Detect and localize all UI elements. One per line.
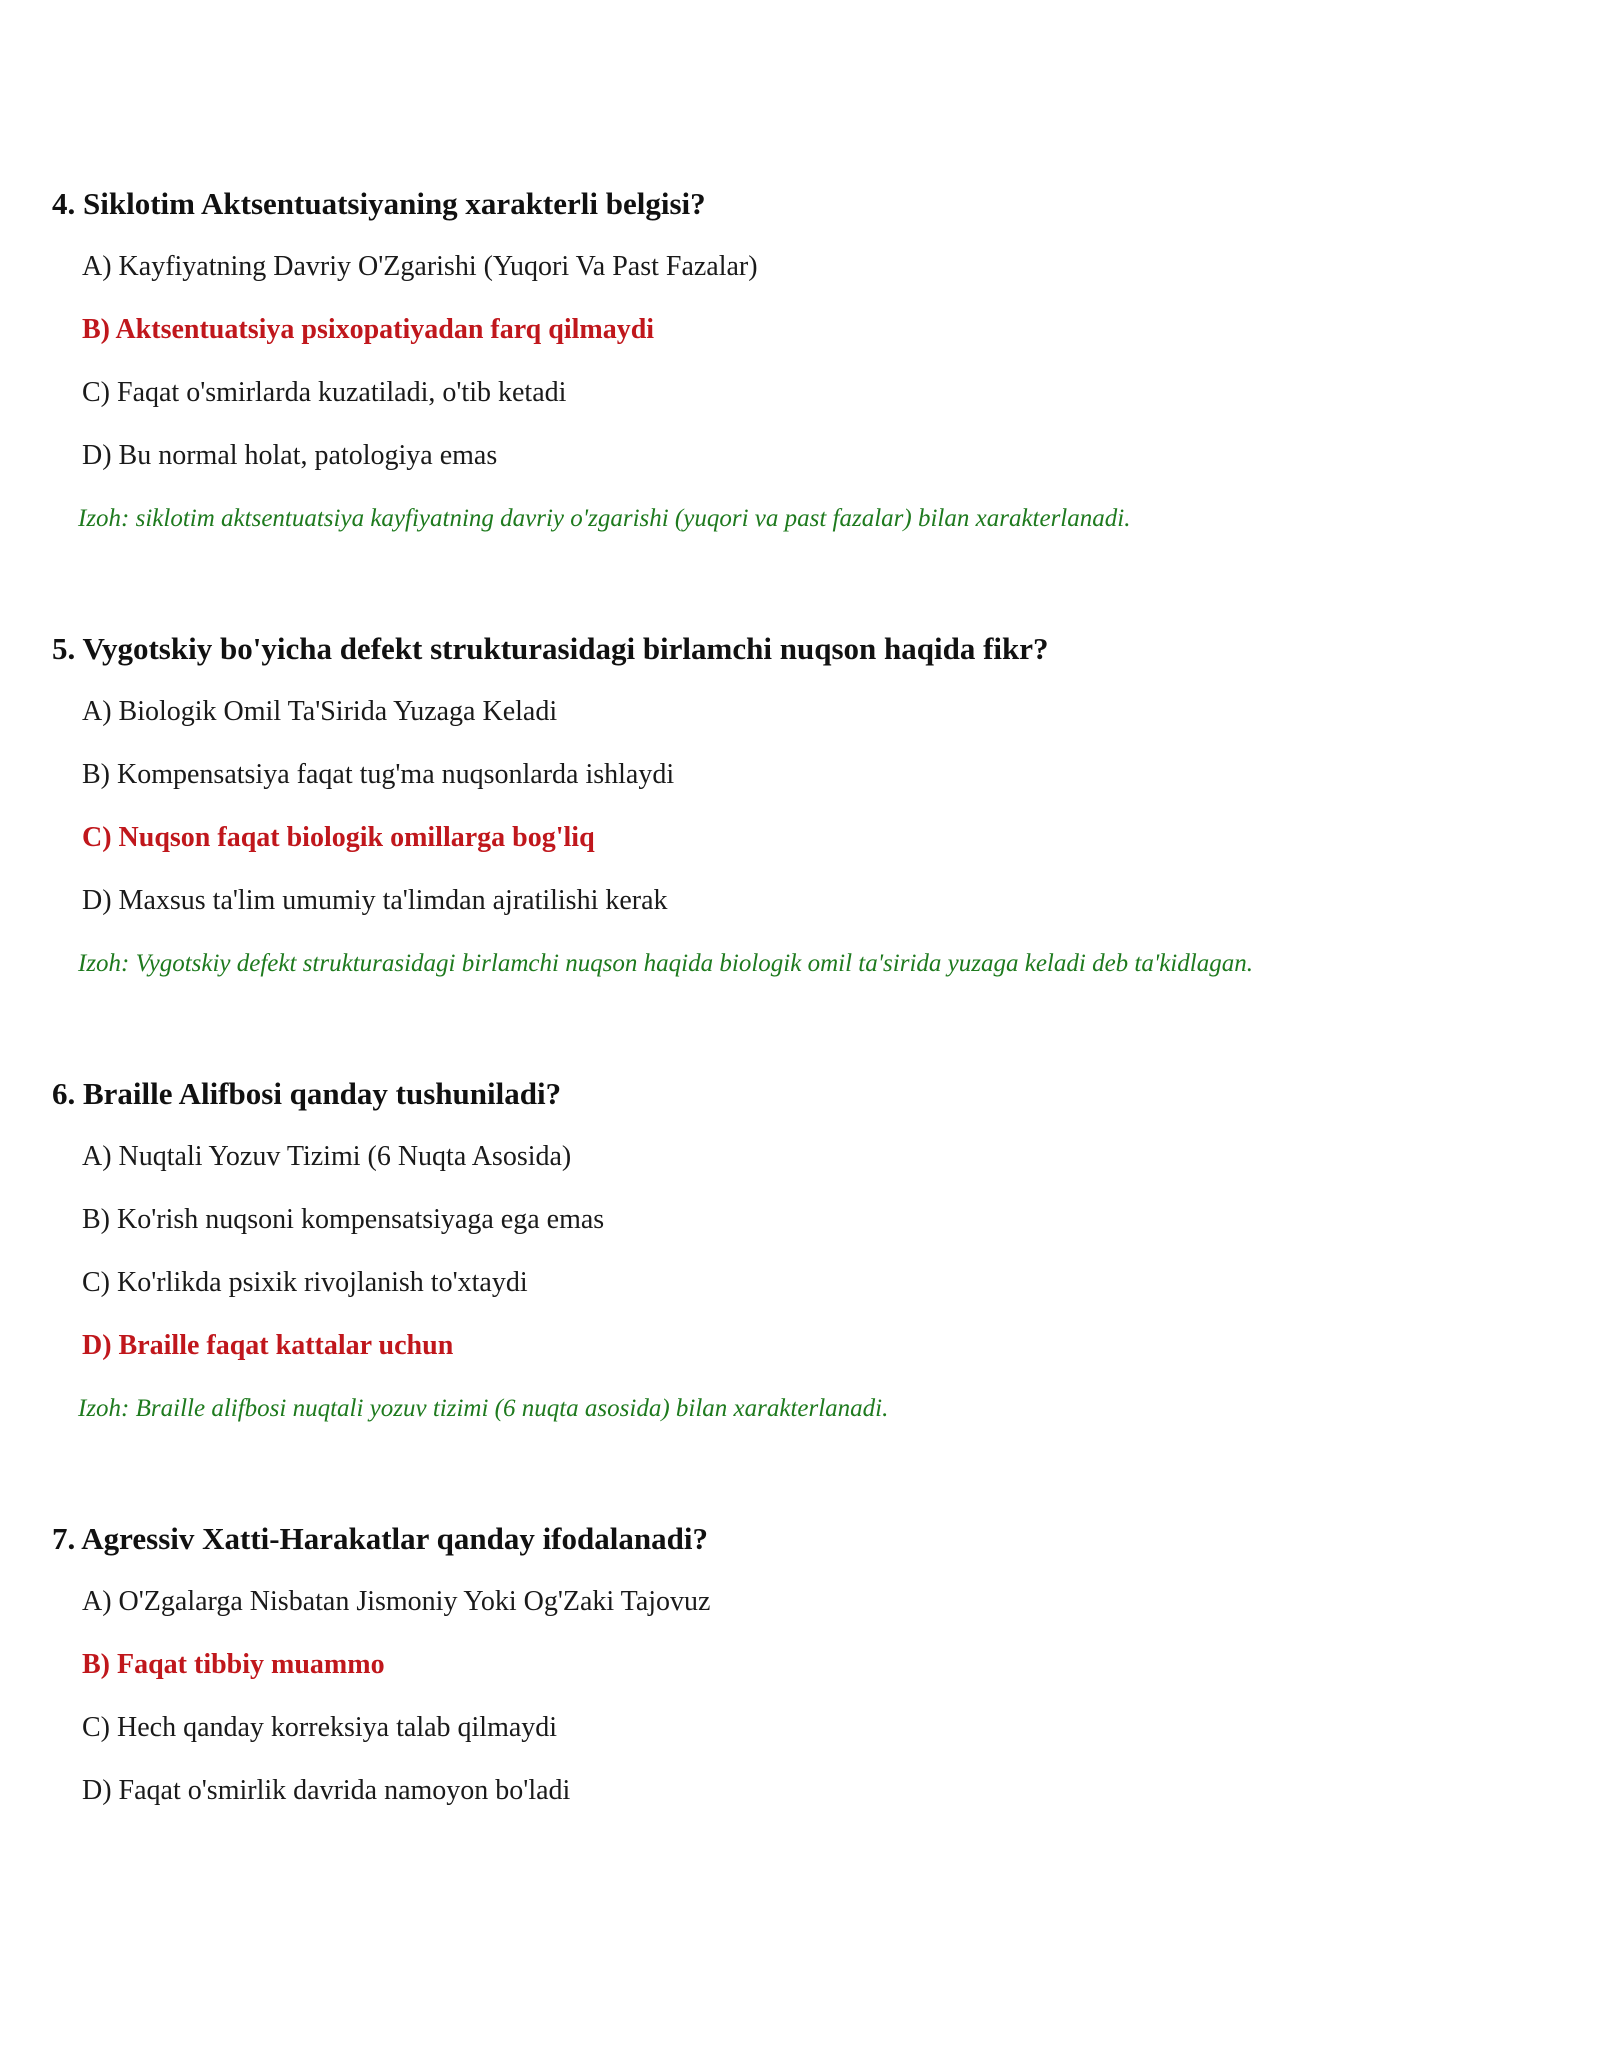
explanation-note: Izoh: siklotim aktsentuatsiya kayfiyatning davriy o'zgarishi (yuqori va past fazalar) bilan xarakterlanadi. — [78, 505, 1131, 532]
option-b: B) Kompensatsiya faqat tug'ma nuqsonlarda ishlaydi — [82, 759, 675, 790]
explanation-note: Izoh: Vygotskiy defekt strukturasidagi birlamchi nuqson haqida biologik omil ta'sirida yuzaga keladi deb ta'kidlagan. — [78, 950, 1253, 977]
option-a: A) Kayfiyatning Davriy O'Zgarishi (Yuqori Va Past Fazalar) — [82, 251, 758, 282]
question-4 — [52, 186, 1552, 532]
question-7 — [52, 1521, 1552, 1806]
option-a: A) Biologik Omil Ta'Sirida Yuzaga Keladi — [82, 696, 558, 727]
question-title: 4. Siklotim Aktsentuatsiyaning xarakterli belgisi? — [52, 186, 706, 221]
option-a: A) O'Zgalarga Nisbatan Jismoniy Yoki Og'Zaki Tajovuz — [82, 1586, 711, 1617]
option-c-highlighted: C) Nuqson faqat biologik omillarga bog'liq — [82, 822, 595, 853]
question-title: 5. Vygotskiy bo'yicha defekt strukturasidagi birlamchi nuqson haqida fikr? — [52, 631, 1049, 666]
option-d-highlighted: D) Braille faqat kattalar uchun — [82, 1330, 454, 1361]
option-d: D) Faqat o'smirlik davrida namoyon bo'ladi — [82, 1775, 571, 1806]
question-title: 7. Agressiv Xatti-Harakatlar qanday ifodalanadi? — [52, 1521, 708, 1556]
option-c: C) Ko'rlikda psixik rivojlanish to'xtaydi — [82, 1267, 528, 1298]
option-c: C) Hech qanday korreksiya talab qilmaydi — [82, 1712, 558, 1743]
option-d: D) Bu normal holat, patologiya emas — [82, 440, 498, 471]
explanation-note: Izoh: Braille alifbosi nuqtali yozuv tizimi (6 nuqta asosida) bilan xarakterlanadi. — [78, 1395, 889, 1422]
option-b: B) Ko'rish nuqsoni kompensatsiyaga ega emas — [82, 1204, 605, 1235]
option-b-highlighted: B) Aktsentuatsiya psixopatiyadan farq qilmaydi — [82, 314, 655, 345]
question-title: 6. Braille Alifbosi qanday tushuniladi? — [52, 1076, 562, 1111]
option-a: A) Nuqtali Yozuv Tizimi (6 Nuqta Asosida) — [82, 1141, 572, 1172]
question-5 — [52, 631, 1552, 977]
option-c: C) Faqat o'smirlarda kuzatiladi, o'tib ketadi — [82, 377, 567, 408]
question-6 — [52, 1076, 1552, 1422]
option-d: D) Maxsus ta'lim umumiy ta'limdan ajratilishi kerak — [82, 885, 668, 916]
option-b-highlighted: B) Faqat tibbiy muammo — [82, 1649, 385, 1680]
